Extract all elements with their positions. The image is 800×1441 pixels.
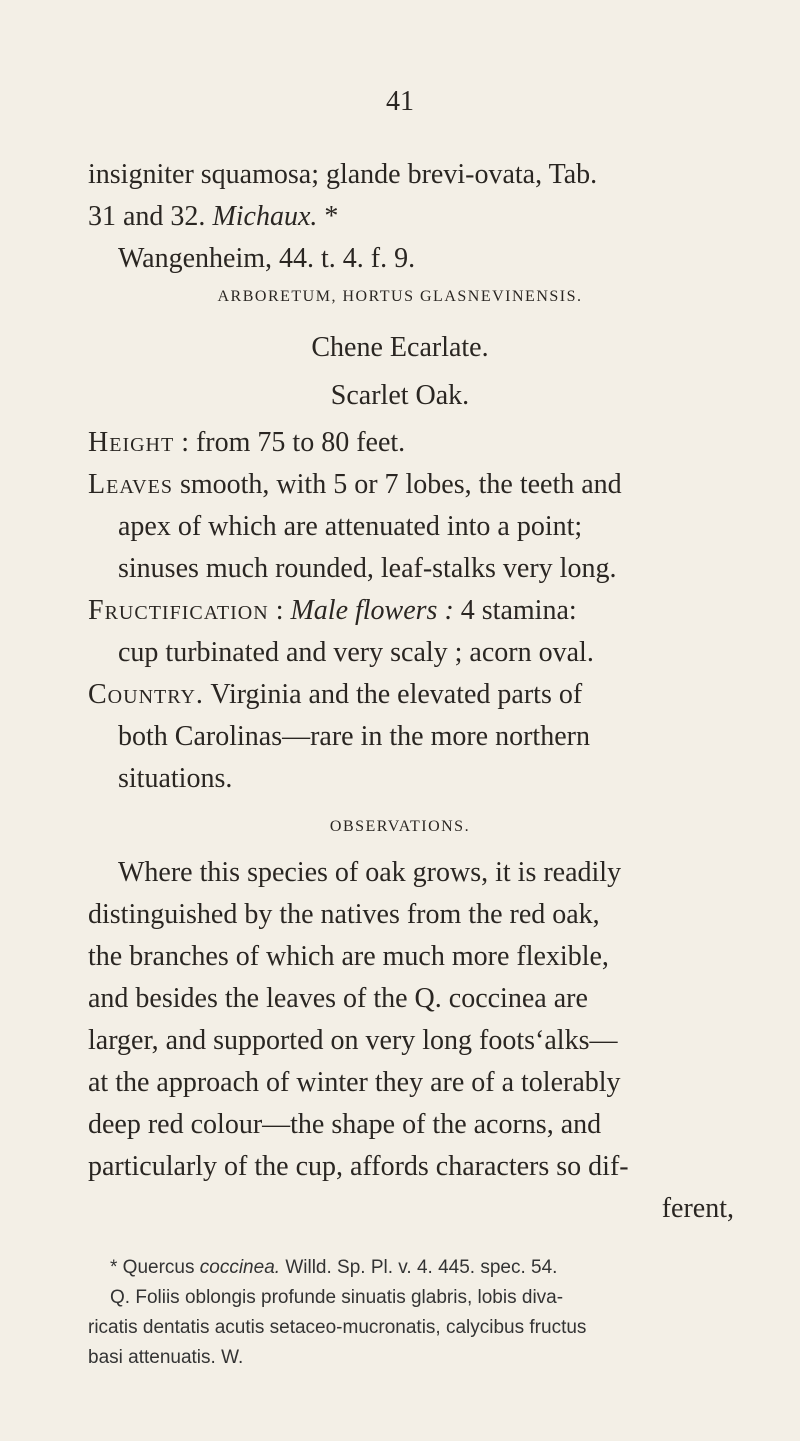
page-number: 41: [386, 86, 414, 117]
observation-line: and besides the leaves of the Q. coccinea are: [88, 983, 588, 1014]
footnote-line: Q. Foliis oblongis profunde sinuatis glabris, lobis diva-: [110, 1287, 564, 1308]
species-french-name: Chene Ecarlate.: [311, 332, 489, 363]
footnote-line: * Quercus coccinea. Willd. Sp. Pl. v. 4. 445. spec. 54.: [110, 1257, 558, 1278]
text-line: insigniter squamosa; glande brevi-ovata, Tab.: [88, 159, 598, 190]
text-line: Wangenheim, 44. t. 4. f. 9.: [118, 243, 416, 274]
footnote-line: ricatis dentatis acutis setaceo-mucronatis, calycibus fructus: [88, 1317, 587, 1338]
text-line: apex of which are attenuated into a point;: [118, 511, 583, 542]
entry-height: Height : from 75 to 80 feet.: [88, 427, 406, 458]
text-line: both Carolinas—rare in the more northern: [118, 721, 590, 752]
entry-leaves: Leaves smooth, with 5 or 7 lobes, the teeth and: [88, 469, 622, 500]
entry-country: Country. Virginia and the elevated parts of: [88, 679, 583, 710]
observation-line: at the approach of winter they are of a tolerably: [88, 1067, 621, 1098]
observation-line: deep red colour—the shape of the acorns, and: [88, 1109, 602, 1140]
observation-line: particularly of the cup, affords characters so dif-: [88, 1151, 629, 1182]
species-english-name: Scarlet Oak.: [330, 380, 470, 411]
observations-heading: OBSERVATIONS.: [329, 818, 471, 835]
text-line: situations.: [118, 763, 233, 794]
observation-line: the branches of which are much more flexible,: [88, 941, 609, 972]
catchword: ferent,: [661, 1193, 734, 1224]
observation-line: distinguished by the natives from the red oak,: [88, 899, 600, 930]
text-line: cup turbinated and very scaly ; acorn oval.: [118, 637, 594, 668]
footnote-line: basi attenuatis. W.: [88, 1347, 244, 1368]
text-line: 31 and 32. Michaux. *: [88, 201, 339, 232]
entry-fructification: Fructification : Male flowers : 4 stamina:: [88, 595, 577, 626]
text-line: sinuses much rounded, leaf-stalks very long.: [118, 553, 617, 584]
section-heading: ARBORETUM, HORTUS GLASNEVINENSIS.: [217, 288, 583, 305]
observation-line: Where this species of oak grows, it is readily: [118, 857, 622, 888]
observation-line: larger, and supported on very long foots‘alks—: [88, 1025, 618, 1056]
